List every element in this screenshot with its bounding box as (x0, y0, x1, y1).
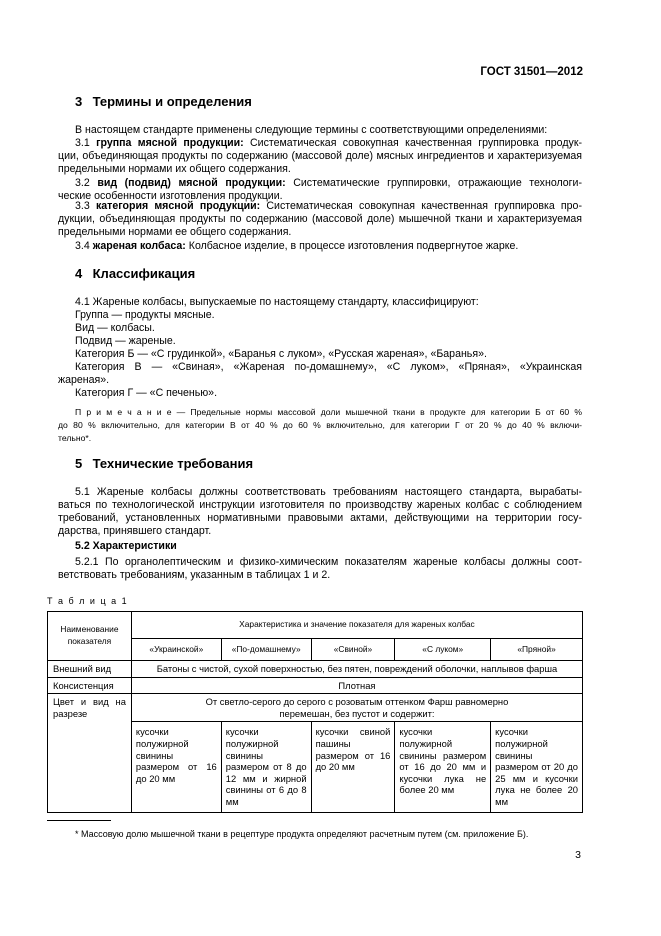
clause-5-2-1-line1: 5.2.1 По органолептическим и физико-химическим показателям жареные колбасы должны соот- (75, 556, 582, 568)
table-caption: Т а б л и ц а 1 (47, 596, 129, 606)
row-value: кусочки полужирной свинины размером от 16 до 20 мм и кусочки лука не более 20 мм (395, 722, 491, 812)
table-1 (47, 611, 583, 813)
row-label: Внешний вид (48, 661, 132, 678)
note-line1: П р и м е ч а н и е — Предельные нормы массовой доли мышечной ткани в продукте для категории Б от 60 % (75, 407, 582, 417)
document-id: ГОСТ 31501—2012 (480, 66, 583, 78)
clause-5-2-1-line2: ветствовать требованиям, указанным в таблицах 1 и 2. (58, 569, 331, 581)
row-value: кусочки полужирной свинины размером от 8 до 12 мм и жирной свинины от 6 до 8 мм (221, 722, 311, 812)
category-v-line1: Категория В — «Свиная», «Жареная по-домашнему», «С луком», «Пряная», «Украинская (75, 361, 582, 373)
row-value: кусочки свиной пашины размером от 16 до 20 мм (311, 722, 395, 812)
row-label: Консистенция (48, 677, 132, 694)
col-header-type: «С луком» (395, 638, 491, 660)
col-header-indicator: Наименование показателя (48, 612, 132, 661)
section-3-intro: В настоящем стандарте применены следующие термины с соответствующими определениями: (75, 124, 548, 136)
type-line: Вид — колбасы. (75, 322, 155, 334)
term-3-3-line3: предельными нормами ее общего содержания. (58, 226, 292, 238)
row-label: Цвет и вид на разрезе (48, 694, 132, 812)
col-header-group: Характеристика и значение показателя для жареных колбас (131, 612, 582, 639)
col-header-type: «По-домашнему» (221, 638, 311, 660)
clause-5-1-line4: дарства, принявшего стандарт. (58, 525, 212, 537)
term-3-3-line2: дукции, объединяющая продукты по содержанию (массовой доле) мышечной ткани и характеризуемая (58, 213, 582, 225)
subsection-5-2-title: 5.2 Характеристики (75, 540, 177, 552)
col-header-type: «Украинской» (131, 638, 221, 660)
term-3-4: 3.4 жареная колбаса: Колбасное изделие, в процессе изготовления подвергнутое жарке. (75, 240, 519, 252)
section-number: 5 (75, 456, 83, 471)
section-number: 3 (75, 94, 83, 109)
category-g-line: Категория Г — «С печенью». (75, 387, 218, 399)
page-number: 3 (575, 849, 581, 861)
note-line2: до 80 % включительно, для категории В от 40 % до 60 % включительно, для категории Г от 20 % до 40 % включи- (58, 420, 582, 430)
note-line3: тельно*. (58, 433, 92, 443)
category-v-line2: жареная». (58, 374, 110, 386)
footnote: * Массовую долю мышечной ткани в рецептуре продукта определяют расчетным путем (см. приложение Б). (75, 829, 529, 839)
clause-4-1: 4.1 Жареные колбасы, выпускаемые по настоящему стандарту, классифицируют: (75, 296, 479, 308)
row-value: От светло-серого до серого с розоватым оттенком Фарш равномерно перемешан, без пустот и содержит: (131, 694, 582, 722)
row-value: Батоны с чистой, сухой поверхностью, без пятен, повреждений оболочки, наплывов фарша (131, 661, 582, 678)
clause-5-1-line3: требований, установленных нормативными правовыми актами, действующими на территории госу- (58, 512, 582, 524)
term-3-1-line3: предельными нормами их общего содержания. (58, 163, 291, 175)
term-3-1-line2: ции, объединяющая продукты по содержанию (массовой доле) мясных ингредиентов и характеризуемая (58, 150, 582, 162)
col-header-type: «Пряной» (491, 638, 583, 660)
clause-5-1-line2: ваться по технологической инструкции изготовителя по производству жареных колбас с соблюдением (58, 499, 582, 511)
row-value: кусочки полужирной свинины размером от 20 до 25 мм и кусочки лука не более 20 мм (491, 722, 583, 812)
table-row (48, 694, 583, 722)
section-4-heading (75, 266, 195, 281)
group-line: Группа — продукты мясные. (75, 309, 215, 321)
row-value: кусочки полужирной свинины размером от 16 до 20 мм (131, 722, 221, 812)
section-number: 4 (75, 266, 83, 281)
table-row (48, 661, 583, 678)
row-value: Плотная (131, 677, 582, 694)
table-header-row (48, 612, 583, 639)
table-row (48, 677, 583, 694)
col-header-type: «Свиной» (311, 638, 395, 660)
category-b-line: Категория Б — «С грудинкой», «Баранья с луком», «Русская жареная», «Баранья». (75, 348, 487, 360)
term-3-3-line1: 3.3 категория мясной продукции: Систематическая совокупная качественная группировка про- (75, 200, 582, 212)
term-3-2-line2: ческие особенности изготовления продукции. (58, 190, 283, 202)
subtype-line: Подвид — жареные. (75, 335, 176, 347)
footnote-divider (47, 820, 111, 821)
term-3-1-line1: 3.1 группа мясной продукции: Систематическая совокупная качественная группировка продук- (75, 137, 582, 149)
section-title: Термины и определения (92, 94, 252, 109)
section-title: Технические требования (92, 456, 254, 471)
clause-5-1-line1: 5.1 Жареные колбасы должны соответствовать требованиям настоящего стандарта, вырабаты- (75, 486, 582, 498)
section-3-heading (75, 94, 252, 109)
term-3-2-line1: 3.2 вид (подвид) мясной продукции: Систематические группировки, отражающие технологи- (75, 177, 582, 189)
section-5-heading (75, 456, 253, 471)
section-title: Классификация (92, 266, 196, 281)
